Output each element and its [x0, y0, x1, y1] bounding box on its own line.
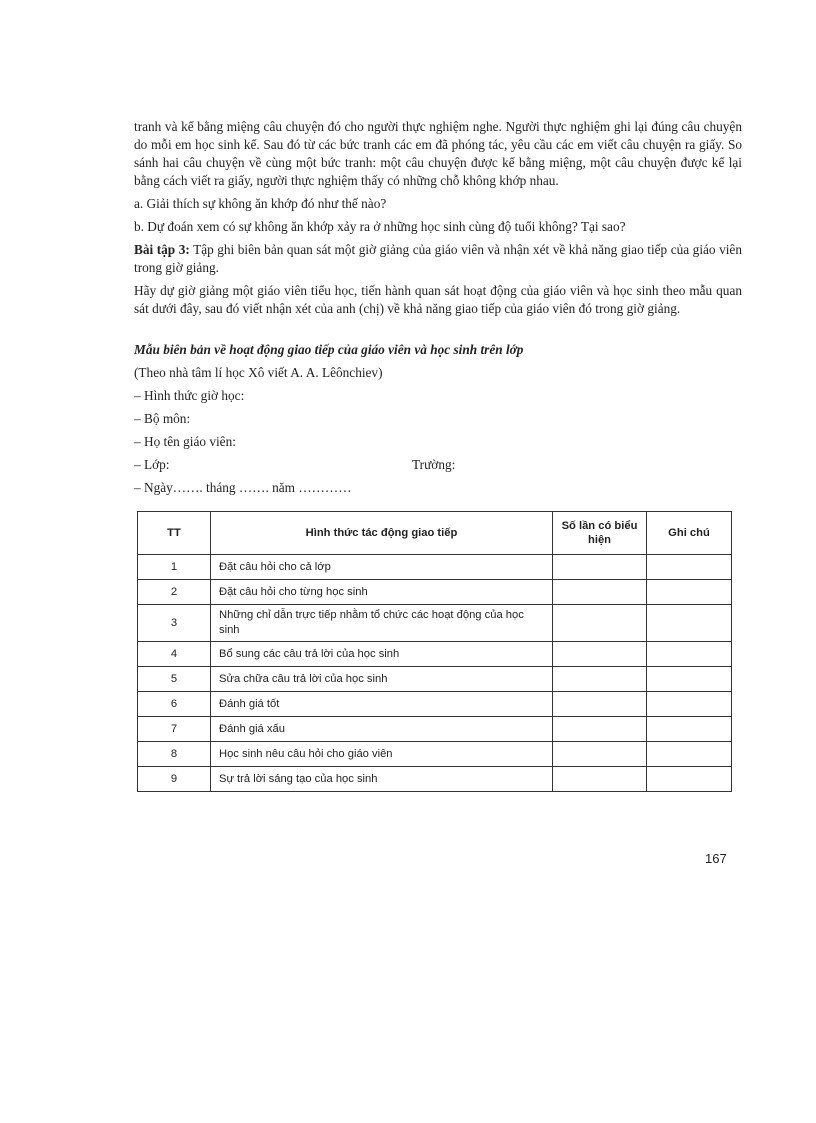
count-cell: [553, 555, 647, 580]
row-number: 1: [138, 555, 211, 580]
exercise-3-label: Bài tập 3:: [134, 242, 190, 257]
field-school: Trường:: [412, 457, 456, 472]
question-b: b. Dự đoán xem có sự không ăn khớp xảy ra ở những học sinh cùng độ tuổi không? Tại sao?: [134, 219, 626, 234]
table-row: [138, 555, 732, 580]
field-class: – Lớp:: [134, 457, 170, 472]
notes-cell: [647, 692, 732, 717]
field-teacher-name: – Họ tên giáo viên:: [134, 434, 236, 449]
table-row: [138, 580, 732, 605]
table-row: [138, 767, 732, 792]
row-number: 4: [138, 642, 211, 667]
row-text: Sự trả lời sáng tạo của học sinh: [211, 767, 553, 792]
table-row: [138, 642, 732, 667]
page-number: 167: [705, 851, 727, 866]
header-count: Số lần có biểu hiện: [553, 512, 647, 555]
exercise-3-text: Tập ghi biên bản quan sát một giờ giảng của giáo viên và nhận xét về khả năng giao tiếp của giáo viên trong giờ giảng.: [134, 242, 742, 275]
notes-cell: [647, 717, 732, 742]
row-number: 2: [138, 580, 211, 605]
count-cell: [553, 692, 647, 717]
table-row: [138, 667, 732, 692]
notes-cell: [647, 605, 732, 642]
header-notes: Ghi chú: [647, 512, 732, 555]
notes-cell: [647, 667, 732, 692]
row-text: Đánh giá tốt: [211, 692, 553, 717]
field-lesson-type: – Hình thức giờ học:: [134, 388, 245, 403]
count-cell: [553, 742, 647, 767]
row-number: 5: [138, 667, 211, 692]
form-source: (Theo nhà tâm lí học Xô viết A. A. Lêônchiev): [134, 365, 383, 380]
row-text: Học sinh nêu câu hỏi cho giáo viên: [211, 742, 553, 767]
exercise-3: [134, 241, 742, 277]
row-text: Bổ sung các câu trả lời của học sinh: [211, 642, 553, 667]
row-text: Những chỉ dẫn trực tiếp nhằm tổ chức các hoạt động của học sinh: [211, 605, 553, 642]
header-communication-form: Hình thức tác động giao tiếp: [211, 512, 553, 555]
instruction-paragraph: Hãy dự giờ giảng một giáo viên tiểu học, tiến hành quan sát hoạt động của giáo viên và học sinh theo mẫu quan sát dưới đây, sau đó viết nhận xét của anh (chị) về khả năng giao tiếp của giáo viên đó trong giờ giảng.: [134, 283, 742, 316]
count-cell: [553, 717, 647, 742]
row-text: Đặt câu hỏi cho từng học sinh: [211, 580, 553, 605]
table-row: [138, 692, 732, 717]
row-text: Đặt câu hỏi cho cả lớp: [211, 555, 553, 580]
page-content: [134, 118, 742, 792]
notes-cell: [647, 642, 732, 667]
count-cell: [553, 605, 647, 642]
field-date: – Ngày……. tháng ……. năm …………: [134, 480, 352, 495]
table-row: [138, 717, 732, 742]
field-class-school: [134, 456, 742, 474]
observation-table: [137, 511, 732, 792]
notes-cell: [647, 742, 732, 767]
row-text: Sửa chữa câu trả lời của học sinh: [211, 667, 553, 692]
table-row: [138, 742, 732, 767]
question-a: a. Giải thích sự không ăn khớp đó như thế nào?: [134, 196, 387, 211]
notes-cell: [647, 580, 732, 605]
notes-cell: [647, 767, 732, 792]
count-cell: [553, 580, 647, 605]
intro-paragraph: tranh và kể bằng miệng câu chuyện đó cho người thực nghiệm nghe. Người thực nghiệm ghi lại đúng câu chuyện do mỗi em học sinh kể. Sau đó từ các bức tranh các em đã phóng tác, yêu cầu các em viết câu chuyện ra giấy. So sánh hai câu chuyện về cùng một bức tranh: một câu chuyện được kể bằng miệng, một câu chuyện được kể lại bằng cách viết ra giấy, người thực nghiệm thấy có những chỗ không khớp nhau.: [134, 119, 742, 188]
header-tt: TT: [138, 512, 211, 555]
form-title: Mẫu biên bản về hoạt động giao tiếp của giáo viên và học sinh trên lớp: [134, 342, 524, 357]
row-number: 7: [138, 717, 211, 742]
row-text: Đánh giá xấu: [211, 717, 553, 742]
field-subject: – Bộ môn:: [134, 411, 191, 426]
table-header-row: [138, 512, 732, 555]
row-number: 6: [138, 692, 211, 717]
notes-cell: [647, 555, 732, 580]
count-cell: [553, 767, 647, 792]
row-number: 8: [138, 742, 211, 767]
count-cell: [553, 667, 647, 692]
row-number: 3: [138, 605, 211, 642]
table-row: [138, 605, 732, 642]
row-number: 9: [138, 767, 211, 792]
count-cell: [553, 642, 647, 667]
